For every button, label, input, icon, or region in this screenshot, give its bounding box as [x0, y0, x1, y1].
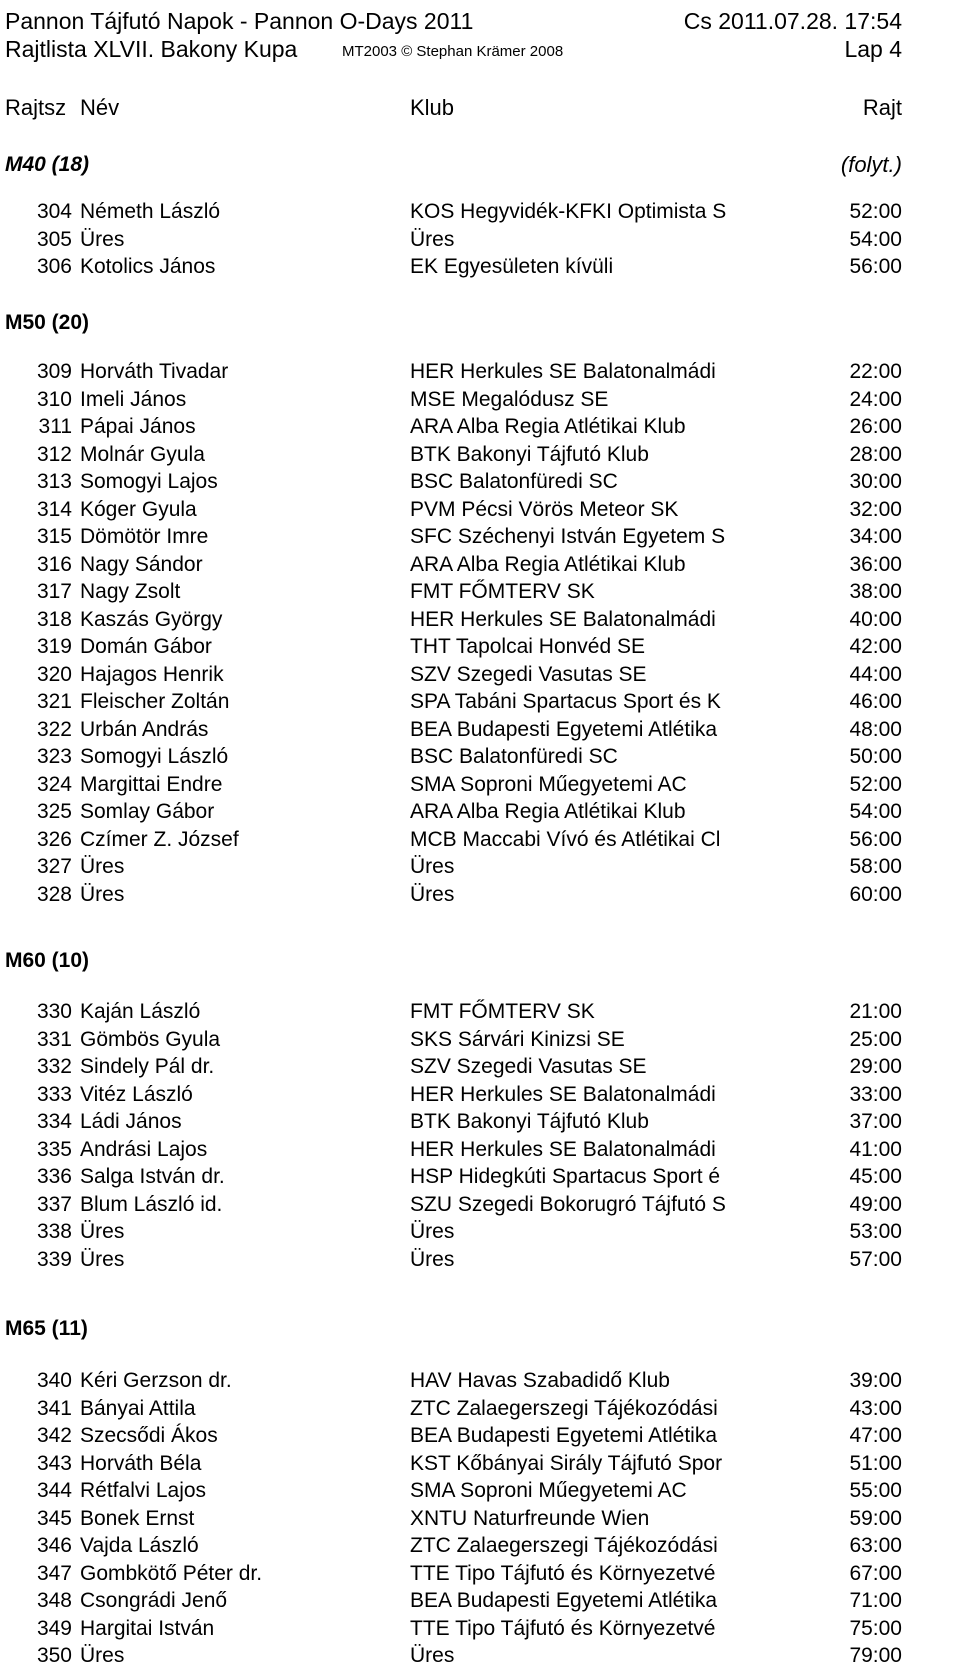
competitor-name: Somlay Gábor [80, 800, 215, 823]
table-row [0, 253, 960, 281]
competitor-name: Hargitai István [80, 1616, 215, 1640]
competitor-name: Kóger Gyula [80, 497, 197, 521]
club-name: FMT FŐMTERV SK [410, 580, 595, 603]
start-number: 318 [36, 607, 72, 631]
club-name: TTE Tipo Tájfutó és Környezetvé [410, 1616, 716, 1640]
table-row [0, 1108, 960, 1136]
competitor-name: Bányai Attila [80, 1396, 196, 1420]
club-name: Üres [410, 855, 455, 878]
table-row [0, 198, 960, 226]
table-row [0, 1642, 960, 1670]
start-time: 52:00 [849, 200, 902, 223]
start-time: 25:00 [849, 1027, 902, 1051]
club-name: SMA Soproni Műegyetemi AC [410, 1479, 687, 1502]
table-row [0, 633, 960, 661]
competitor-name: Szecsődi Ákos [80, 1424, 218, 1447]
club-name: Üres [410, 1220, 455, 1243]
table-row [0, 358, 960, 386]
start-number: 311 [38, 415, 72, 438]
competitor-name: Fleischer Zoltán [80, 690, 230, 713]
competitor-name: Üres [80, 227, 125, 251]
start-time: 54:00 [849, 800, 902, 823]
start-time: 67:00 [849, 1561, 902, 1585]
competitor-name: Üres [80, 855, 125, 878]
club-name: KST Kőbányai Sirály Tájfutó Spor [410, 1451, 723, 1475]
competitor-name: Vajda László [80, 1534, 199, 1557]
section-title: M50 (20) [5, 311, 90, 334]
table-row [0, 661, 960, 689]
club-name: Üres [410, 1247, 455, 1271]
club-name: ARA Alba Regia Atlétikai Klub [410, 415, 686, 438]
start-time: 57:00 [849, 1247, 902, 1271]
club-name: HER Herkules SE Balatonalmádi [410, 1137, 716, 1161]
table-row [0, 1191, 960, 1219]
start-time: 79:00 [849, 1644, 902, 1667]
start-number: 346 [36, 1534, 72, 1557]
page-number: Lap 4 [844, 36, 902, 62]
competitor-name: Sindely Pál dr. [80, 1055, 215, 1078]
competitor-name: Üres [80, 1644, 125, 1667]
competitor-name: Üres [80, 1247, 125, 1271]
start-number: 342 [36, 1424, 72, 1447]
col-header-name: Név [80, 95, 120, 120]
table-row [0, 998, 960, 1026]
list-title: Rajtlista XLVII. Bakony Kupa [5, 36, 298, 62]
start-number: 343 [36, 1451, 72, 1475]
competitor-name: Csongrádi Jenő [80, 1589, 228, 1612]
competitor-name: Horváth Béla [80, 1451, 202, 1475]
table-row [0, 1615, 960, 1643]
start-time: 26:00 [849, 415, 902, 438]
competitor-name: Czímer Z. József [80, 827, 239, 851]
competitor-name: Nagy Sándor [80, 552, 203, 576]
club-name: BEA Budapesti Egyetemi Atlétika [410, 1424, 718, 1447]
start-time: 55:00 [849, 1479, 902, 1502]
start-number: 350 [36, 1644, 72, 1667]
table-row [0, 441, 960, 469]
competitor-name: Üres [80, 1220, 125, 1243]
start-time: 46:00 [849, 690, 902, 713]
competitor-name: Kotolics János [80, 255, 216, 278]
col-header-club: Klub [410, 95, 455, 120]
competitor-name: Blum László id. [80, 1192, 223, 1216]
start-time: 56:00 [849, 827, 902, 851]
start-time: 71:00 [849, 1589, 902, 1612]
table-row [0, 1560, 960, 1588]
start-number: 331 [36, 1027, 72, 1051]
start-time: 29:00 [849, 1055, 902, 1078]
club-name: SKS Sárvári Kinizsi SE [410, 1027, 625, 1051]
start-time: 51:00 [849, 1451, 902, 1475]
competitor-name: Kéri Gerzson dr. [80, 1369, 232, 1392]
start-time: 54:00 [849, 227, 902, 251]
competitor-name: Salga István dr. [80, 1165, 225, 1188]
start-number: 348 [36, 1589, 72, 1612]
club-name: ZTC Zalaegerszegi Tájékozódási [410, 1396, 718, 1420]
start-number: 344 [36, 1479, 72, 1502]
club-name: XNTU Naturfreunde Wien [410, 1506, 650, 1530]
club-name: ARA Alba Regia Atlétikai Klub [410, 800, 686, 823]
competitor-name: Andrási Lajos [80, 1137, 208, 1161]
competitor-name: Pápai János [80, 415, 196, 438]
competitor-name: Somogyi Lajos [80, 470, 218, 493]
club-name: SPA Tabáni Spartacus Sport és K [410, 690, 721, 713]
club-name: BSC Balatonfüredi SC [410, 470, 618, 493]
start-number: 313 [36, 470, 72, 493]
table-row [0, 496, 960, 524]
event-title: Pannon Tájfutó Napok - Pannon O-Days 2011 [5, 8, 474, 34]
competitor-name: Imeli János [80, 387, 187, 411]
club-name: Üres [410, 1644, 455, 1667]
start-number: 306 [36, 255, 72, 278]
start-number: 347 [36, 1561, 72, 1585]
start-time: 44:00 [849, 662, 902, 686]
start-number: 349 [36, 1616, 72, 1640]
competitor-name: Németh László [80, 200, 221, 223]
club-name: BEA Budapesti Egyetemi Atlétika [410, 717, 718, 741]
club-name: ZTC Zalaegerszegi Tájékozódási [410, 1534, 718, 1557]
club-name: TTE Tipo Tájfutó és Környezetvé [410, 1561, 716, 1585]
start-time: 42:00 [849, 635, 902, 658]
start-time: 41:00 [849, 1137, 902, 1161]
start-number: 322 [36, 717, 72, 741]
start-number: 317 [36, 580, 72, 603]
start-time: 34:00 [849, 525, 902, 548]
club-name: SZV Szegedi Vasutas SE [410, 662, 647, 686]
start-time: 28:00 [849, 442, 902, 466]
club-name: HER Herkules SE Balatonalmádi [410, 360, 716, 383]
competitor-name: Hajagos Henrik [80, 662, 224, 686]
col-header-start-no: Rajtsz [5, 95, 67, 120]
club-name: HER Herkules SE Balatonalmádi [410, 1082, 716, 1106]
start-time: 53:00 [849, 1220, 902, 1243]
competitor-name: Domán Gábor [80, 635, 212, 658]
start-time: 48:00 [849, 717, 902, 741]
club-name: SFC Széchenyi István Egyetem S [410, 525, 726, 548]
start-number: 324 [36, 772, 72, 796]
start-number: 333 [36, 1082, 72, 1106]
start-number: 316 [36, 552, 72, 576]
section-title: M65 (11) [5, 1317, 88, 1340]
club-name: KOS Hegyvidék-KFKI Optimista S [410, 200, 727, 223]
section-title: M40 (18) [5, 153, 90, 176]
club-name: EK Egyesületen kívüli [410, 255, 614, 278]
start-number: 336 [36, 1165, 72, 1188]
start-number: 325 [36, 800, 72, 823]
start-number: 328 [36, 882, 72, 906]
start-time: 58:00 [849, 855, 902, 878]
club-name: BEA Budapesti Egyetemi Atlétika [410, 1589, 718, 1612]
start-time: 39:00 [849, 1369, 902, 1392]
start-number: 321 [36, 690, 72, 713]
competitor-name: Kaján László [80, 1000, 201, 1023]
start-time: 22:00 [849, 360, 902, 383]
start-time: 24:00 [849, 387, 902, 411]
col-header-start: Rajt [862, 95, 902, 120]
start-number: 332 [36, 1055, 72, 1078]
table-row [0, 386, 960, 414]
start-time: 75:00 [849, 1616, 902, 1640]
table-row [0, 743, 960, 771]
table-row [0, 1026, 960, 1054]
table-row [0, 468, 960, 496]
table-row [0, 1053, 960, 1081]
start-time: 38:00 [849, 580, 902, 603]
start-number: 314 [36, 497, 72, 521]
club-name: MCB Maccabi Vívó és Atlétikai Cl [410, 827, 721, 851]
start-time: 45:00 [849, 1165, 902, 1188]
start-number: 310 [36, 387, 72, 411]
table-row [0, 1136, 960, 1164]
start-time: 32:00 [849, 497, 902, 521]
competitor-name: Kaszás György [80, 607, 223, 631]
start-number: 338 [36, 1220, 72, 1243]
print-datetime: Cs 2011.07.28. 17:54 [683, 8, 902, 34]
competitor-name: Rétfalvi Lajos [80, 1479, 207, 1502]
start-time: 56:00 [849, 255, 902, 278]
start-number: 305 [36, 227, 72, 251]
club-name: BTK Bakonyi Tájfutó Klub [410, 1110, 649, 1133]
start-time: 40:00 [849, 607, 902, 631]
start-number: 337 [36, 1192, 72, 1216]
start-number: 340 [36, 1369, 72, 1392]
table-row [0, 606, 960, 634]
table-row [0, 1081, 960, 1109]
start-time: 60:00 [849, 882, 902, 906]
start-number: 326 [36, 827, 72, 851]
table-row [0, 1246, 960, 1274]
start-time: 21:00 [849, 1000, 902, 1023]
start-number: 327 [36, 855, 72, 878]
table-row [0, 1477, 960, 1505]
competitor-name: Bonek Ernst [80, 1506, 195, 1530]
start-number: 345 [36, 1506, 72, 1530]
start-number: 339 [36, 1247, 72, 1271]
club-name: THT Tapolcai Honvéd SE [410, 635, 646, 658]
start-number: 320 [36, 662, 72, 686]
table-row [0, 578, 960, 606]
start-time: 47:00 [849, 1424, 902, 1447]
start-number: 323 [36, 745, 72, 768]
competitor-name: Horváth Tivadar [80, 360, 229, 383]
club-name: SZU Szegedi Bokorugró Tájfutó S [410, 1192, 726, 1216]
club-name: ARA Alba Regia Atlétikai Klub [410, 552, 686, 576]
club-name: HSP Hidegkúti Spartacus Sport é [410, 1165, 721, 1188]
table-row [0, 688, 960, 716]
competitor-name: Ládi János [80, 1110, 182, 1133]
club-name: Üres [410, 882, 455, 906]
competitor-name: Gömbös Gyula [80, 1027, 221, 1051]
start-time: 59:00 [849, 1506, 902, 1530]
table-row [0, 1587, 960, 1615]
start-number: 309 [36, 360, 72, 383]
club-name: SMA Soproni Műegyetemi AC [410, 772, 687, 796]
competitor-name: Gombkötő Péter dr. [80, 1561, 263, 1585]
club-name: HER Herkules SE Balatonalmádi [410, 607, 716, 631]
start-time: 43:00 [849, 1396, 902, 1420]
start-time: 37:00 [849, 1110, 902, 1133]
club-name: FMT FŐMTERV SK [410, 1000, 595, 1023]
club-name: Üres [410, 227, 455, 251]
table-row [0, 1163, 960, 1191]
competitor-name: Dömötör Imre [80, 525, 209, 548]
start-number: 315 [36, 525, 72, 548]
start-number: 335 [36, 1137, 72, 1161]
table-row [0, 413, 960, 441]
start-time: 52:00 [849, 772, 902, 796]
table-row [0, 226, 960, 254]
competitor-name: Molnár Gyula [80, 442, 205, 466]
competitor-name: Margittai Endre [80, 772, 223, 796]
start-time: 36:00 [849, 552, 902, 576]
start-time: 63:00 [849, 1534, 902, 1557]
competitor-name: Somogyi László [80, 745, 229, 768]
start-time: 30:00 [849, 470, 902, 493]
start-time: 33:00 [849, 1082, 902, 1106]
start-number: 330 [36, 1000, 72, 1023]
section-title: M60 (10) [5, 949, 90, 972]
table-row [0, 1450, 960, 1478]
table-row [0, 853, 960, 881]
start-number: 304 [36, 200, 72, 223]
club-name: BTK Bakonyi Tájfutó Klub [410, 442, 649, 466]
competitor-name: Vitéz László [80, 1082, 193, 1106]
club-name: SZV Szegedi Vasutas SE [410, 1055, 647, 1078]
start-number: 319 [36, 635, 72, 658]
club-name: BSC Balatonfüredi SC [410, 745, 618, 768]
start-number: 312 [36, 442, 72, 466]
table-row [0, 881, 960, 909]
table-row [0, 1532, 960, 1560]
start-number: 334 [36, 1110, 72, 1133]
continued-label: (folyt.) [840, 152, 902, 177]
software-credit: MT2003 © Stephan Krämer 2008 [342, 43, 564, 60]
club-name: HAV Havas Szabadidő Klub [410, 1369, 670, 1392]
start-time: 49:00 [849, 1192, 902, 1216]
club-name: PVM Pécsi Vörös Meteor SK [410, 497, 679, 521]
table-row [0, 551, 960, 579]
competitor-name: Urbán András [80, 717, 209, 741]
start-time: 50:00 [849, 745, 902, 768]
table-row [0, 716, 960, 744]
table-row [0, 826, 960, 854]
competitor-name: Üres [80, 882, 125, 906]
club-name: MSE Megalódusz SE [410, 387, 609, 411]
table-row [0, 1395, 960, 1423]
table-row [0, 771, 960, 799]
table-row [0, 1422, 960, 1450]
start-number: 341 [36, 1396, 72, 1420]
table-row [0, 523, 960, 551]
table-row [0, 1505, 960, 1533]
table-row [0, 1367, 960, 1395]
table-row [0, 798, 960, 826]
competitor-name: Nagy Zsolt [80, 580, 181, 603]
table-row [0, 1218, 960, 1246]
